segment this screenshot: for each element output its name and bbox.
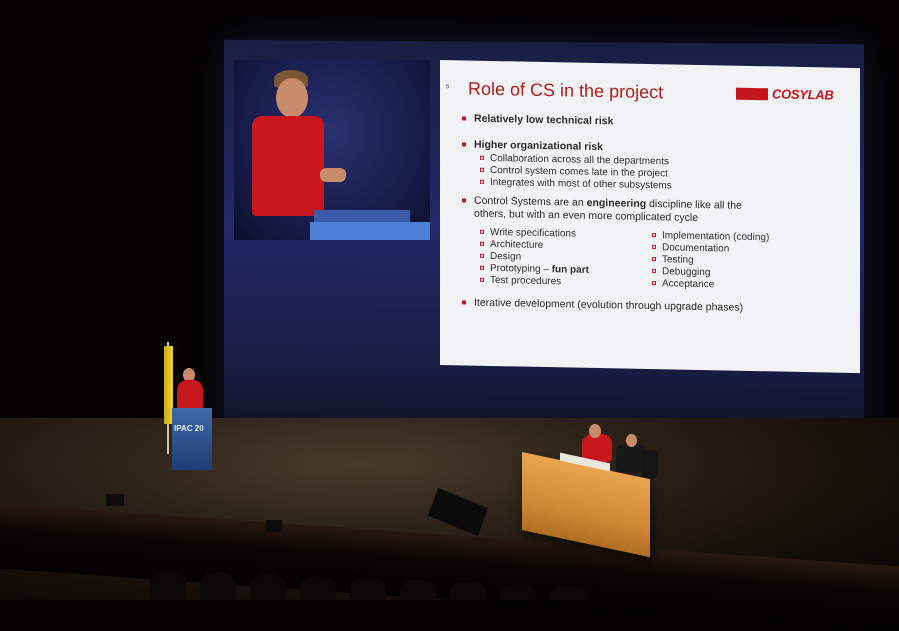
logo-text: COSYLAB [772,86,834,103]
audience-seat [300,576,336,600]
cycle-step-left: Architecture [480,239,543,251]
audience-seat [400,580,436,600]
sub-bullet-marker-icon [652,245,656,249]
bullet-low-risk: Relatively low technical risk [462,112,613,127]
sub-bullet-marker-icon [480,230,484,234]
bullet-marker-icon [462,143,466,147]
stage-monitor-small [266,520,282,532]
sub-bullet-marker-icon [652,269,656,273]
slide-number: 5 [446,84,450,91]
sub-bullet: Control system comes late in the project [480,165,668,180]
slide-title: Role of CS in the project [468,78,664,103]
video-speaker-head [276,78,308,118]
sub-bullet: Integrates with most of other subsystems [480,177,672,192]
cycle-step-left: Write specifications [480,227,576,240]
bullet-engineering: Control Systems are an engineering discipline like all the [462,194,742,211]
audience-seat [500,584,536,600]
sub-bullet-marker-icon [652,257,656,261]
cycle-step-right: Debugging [652,266,710,278]
cycle-step-left: Test procedures [480,275,561,288]
sub-bullet-marker-icon [480,156,484,160]
bullet-org-risk: Higher organizational risk [462,138,603,153]
sub-bullet-marker-icon [480,254,484,258]
video-podium-edge [314,210,410,222]
presentation-slide [440,60,860,373]
video-podium-top [310,222,430,240]
speaker-body [177,380,203,410]
sub-bullet-marker-icon [480,168,484,172]
sub-bullet-marker-icon [480,278,484,282]
video-speaker-hands [320,168,346,182]
cycle-step-right: Acceptance [652,278,714,290]
chair [642,450,658,478]
bullet-engineering-cont: others, but with an even more complicated cycle [474,207,699,224]
audience-seat [200,572,236,600]
audience-seat [450,582,486,600]
cycle-step-right: Testing [652,254,694,266]
sub-bullet-marker-icon [480,266,484,270]
lectern-sign: IPAC 20 [174,424,204,433]
sub-bullet-marker-icon [480,180,484,184]
video-speaker-shirt [252,116,324,216]
sub-bullet: Collaboration across all the departments [480,153,669,168]
bullet-marker-icon [462,199,466,203]
sub-bullet-marker-icon [480,242,484,246]
cycle-step-left: Design [480,251,521,263]
bullet-iterative: Iterative development (evolution through upgrade phases) [462,296,743,313]
speaker-video-feed [234,60,430,240]
cosylab-logo-icon [736,88,768,101]
panelist-dark-head [626,434,637,447]
sub-bullet-marker-icon [652,281,656,285]
panelist-red-head [589,424,601,438]
cycle-step-left: Prototyping – fun part [480,263,589,276]
audience-seat [150,570,186,600]
audience-seat [550,586,586,600]
bullet-marker-icon [462,117,466,121]
audience-seat [250,574,286,600]
sub-bullet-marker-icon [652,233,656,237]
lectern [172,408,212,470]
bullet-marker-icon [462,301,466,305]
cycle-step-right: Implementation (coding) [652,230,769,243]
cycle-step-right: Documentation [652,242,729,254]
audience-seat [350,578,386,600]
stage-monitor-small [106,494,124,506]
